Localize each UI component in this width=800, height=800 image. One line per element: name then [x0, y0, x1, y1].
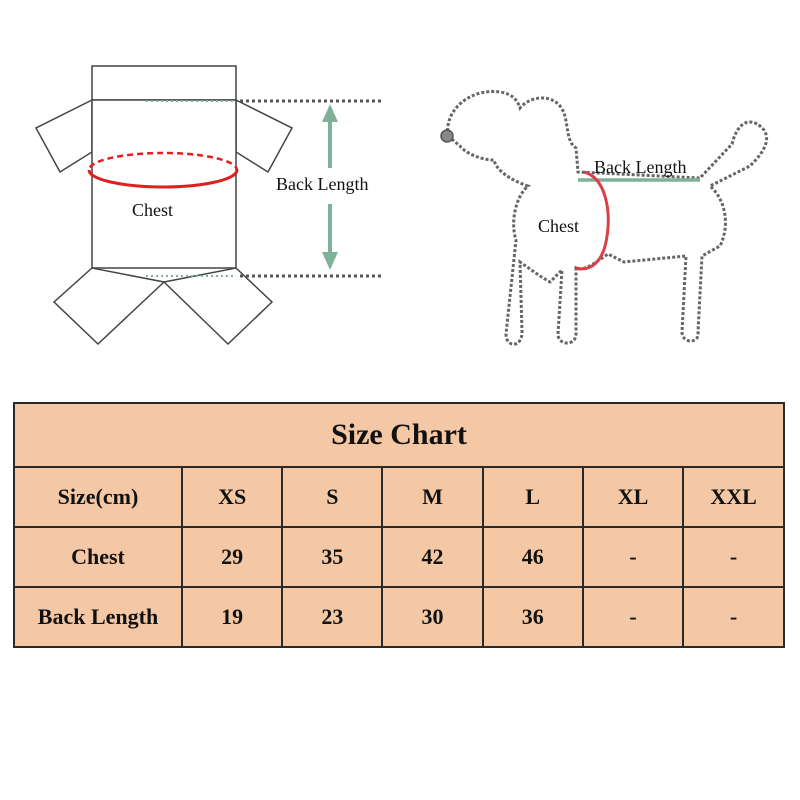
header-s: S	[282, 467, 382, 527]
header-size-cm: Size(cm)	[14, 467, 182, 527]
dog-back-length-label: Back Length	[594, 157, 687, 177]
chest-m: 42	[382, 527, 482, 587]
dog-chest-loop	[576, 172, 608, 269]
back-length-l: 36	[483, 587, 583, 647]
back-length-s: 23	[282, 587, 382, 647]
chest-xs: 29	[182, 527, 282, 587]
garment-left-leg	[54, 268, 164, 344]
back-length-arrow-up-head	[322, 104, 338, 122]
dog-nose-icon	[441, 130, 453, 142]
garment-collar	[92, 66, 236, 100]
row-label-back-length: Back Length	[14, 587, 182, 647]
size-chart-title: Size Chart	[14, 403, 784, 467]
header-xl: XL	[583, 467, 683, 527]
header-xxl: XXL	[683, 467, 784, 527]
back-length-xl: -	[583, 587, 683, 647]
header-l: L	[483, 467, 583, 527]
size-chart-table	[13, 402, 785, 648]
back-length-m: 30	[382, 587, 482, 647]
garment-left-sleeve	[36, 100, 92, 172]
size-chart-title-row	[14, 403, 784, 467]
chest-l: 46	[483, 527, 583, 587]
back-length-xxl: -	[683, 587, 784, 647]
header-xs: XS	[182, 467, 282, 527]
garment-chest-label: Chest	[132, 200, 174, 220]
back-length-xs: 19	[182, 587, 282, 647]
size-chart-header-row	[14, 467, 784, 527]
chest-xxl: -	[683, 527, 784, 587]
dog-chest-label: Chest	[538, 216, 580, 236]
chest-xl: -	[583, 527, 683, 587]
garment-back-length-label: Back Length	[276, 174, 369, 194]
chest-s: 35	[282, 527, 382, 587]
garment-right-sleeve	[236, 100, 292, 172]
header-m: M	[382, 467, 482, 527]
garment-right-leg	[164, 268, 272, 344]
table-row-chest	[14, 527, 784, 587]
row-label-chest: Chest	[14, 527, 182, 587]
back-length-arrow-down-head	[322, 252, 338, 270]
dog-diagram	[400, 0, 800, 370]
table-row-back-length	[14, 587, 784, 647]
garment-diagram	[0, 0, 400, 370]
